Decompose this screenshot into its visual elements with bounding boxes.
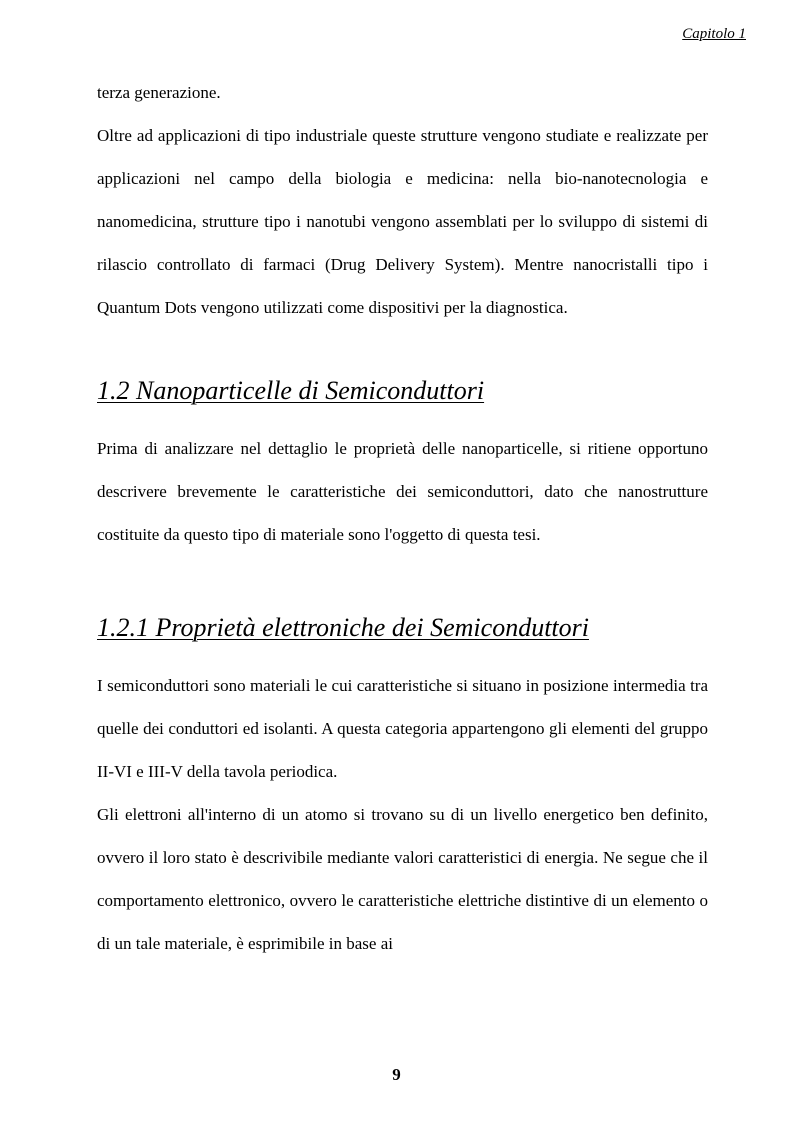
- paragraph-continuation: terza generazione.: [97, 83, 221, 102]
- section-heading-1-2: 1.2 Nanoparticelle di Semiconduttori: [97, 376, 485, 405]
- page-body: [97, 71, 708, 965]
- section-heading-1-2-1: 1.2.1 Proprietà elettroniche dei Semiconduttori: [97, 613, 589, 642]
- paragraph-semiconductor-intro: Prima di analizzare nel dettaglio le proprietà delle nanoparticelle, si ritiene opportuno descrivere brevemente le caratteristiche dei semiconduttori, dato che nanostrutture costituite da questo tipo di materiale sono l'oggetto di questa tesi.: [97, 439, 708, 544]
- page-number: 9: [392, 1065, 401, 1084]
- running-header-chapter: Capitolo 1: [682, 26, 746, 42]
- paragraph-semiconductor-definition: I semiconduttori sono materiali le cui caratteristiche si situano in posizione intermedia tra quelle dei conduttori ed isolanti. A questa categoria appartengono gli elementi del gruppo II-VI e III-V della tavola periodica.: [97, 676, 708, 781]
- paragraph-applications: Oltre ad applicazioni di tipo industriale queste strutture vengono studiate e realizzate per applicazioni nel campo della biologia e medicina: nella bio-nanotecnologia e nanomedicina, strutture tipo i nanotubi vengono assemblati per lo sviluppo di sistemi di rilascio controllato di farmaci (Drug Delivery System). Mentre nanocristalli tipo i Quantum Dots vengono utilizzati come dispositivi per la diagnostica.: [97, 126, 708, 317]
- paragraph-electron-energy: Gli elettroni all'interno di un atomo si trovano su di un livello energetico ben definito, ovvero il loro stato è descrivibile mediante valori caratteristici di energia. Ne segue che il comportamento elettronico, ovvero le caratteristiche elettriche distintive di un elemento o di un tale materiale, è esprimibile in base ai: [97, 805, 708, 953]
